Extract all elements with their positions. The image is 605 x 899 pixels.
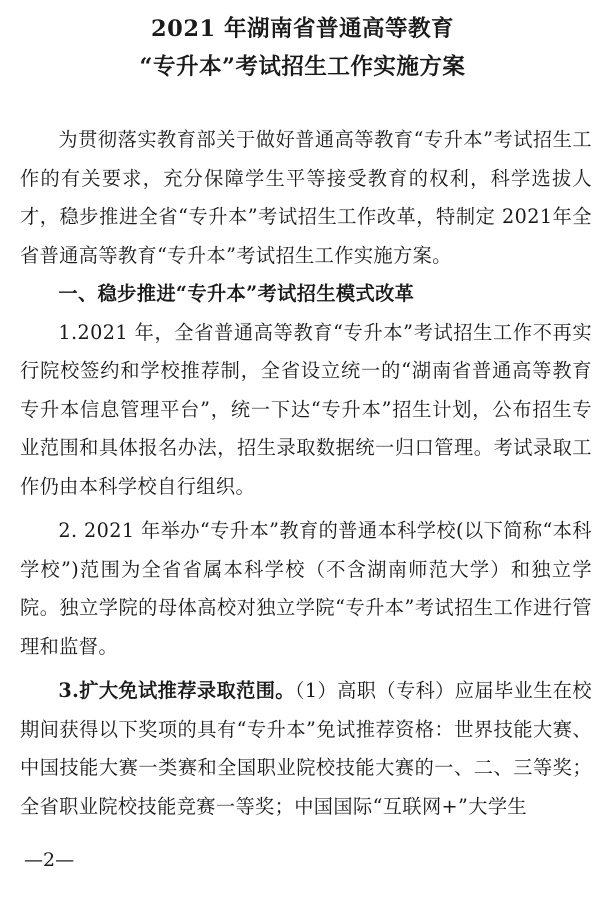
item-3-lead: 3.扩大免试推荐录取范围。 — [58, 679, 295, 702]
document-title — [0, 10, 605, 86]
item-3-text: （1）高职（专科）应届毕业生在校期间获得以下奖项的具有“专升本”免试推荐资格：世界技能大赛、中国技能大赛一类赛和全国职业院校技能大赛的一、二、三等奖；全省职业院校技能竞赛一等奖；中国国际“互联网+”大学生 — [20, 679, 592, 818]
title-line-2: “专升本”考试招生工作实施方案 — [139, 54, 466, 80]
section-heading: 一、稳步推进“专升本”考试招生模式改革 — [58, 282, 415, 305]
intro-paragraph: 为贯彻落实教育部关于做好普通高等教育“专升本”考试招生工作的有关要求，充分保障学生平等接受教育的权利，科学选拔人才，稳步推进全省“专升本”考试招生工作改革，特制定 2021年全省普通高等教育“专升本”考试招生工作实施方案。 — [20, 128, 592, 267]
document-body — [20, 121, 592, 826]
page-number: —2— — [24, 849, 75, 871]
title-line-1: 2021 年湖南省普通高等教育 — [151, 16, 454, 42]
paragraph-item-3 — [20, 672, 592, 826]
paragraph-item-2: 2. 2021 年举办“专升本”教育的普通本科学校(以下简称“本科学校”)范围为全省省属本科学校（不含湖南师范大学）和独立学院。独立学院的母体高校对独立学院“专升本”考试招生工作进行管理和监督。 — [20, 519, 592, 658]
paragraph-item-1: 1.2021 年，全省普通高等教育“专升本”考试招生工作不再实行院校签约和学校推荐制，全省设立统一的“湖南省普通高等教育专升本信息管理平台”，统一下达“专升本”招生计划，公布招生专业范围和具体报名办法，招生录取数据统一归口管理。考试录取工作仍由本科学校自行组织。 — [20, 320, 592, 498]
